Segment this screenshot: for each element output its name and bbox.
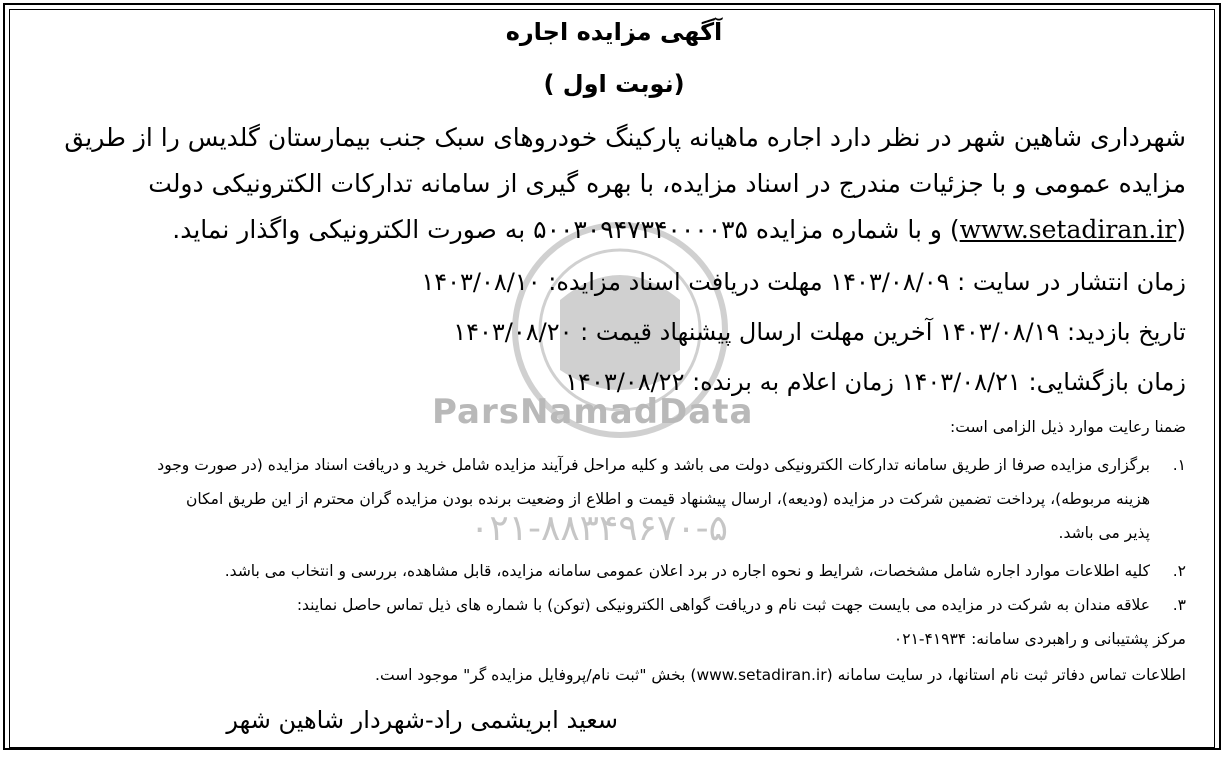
setadiran-link[interactable]: www.setadiran.ir <box>959 215 1177 244</box>
watermark-brand: ParsNamadData <box>432 392 754 432</box>
note-item-1-number: ۱. <box>1172 456 1186 474</box>
support-center: مرکز پشتیبانی و راهبردی سامانه: ۴۱۹۳۴-۰۲۱ <box>893 630 1186 648</box>
dates-visit: تاریخ بازدید: ۱۴۰۳/۰۸/۱۹ آخرین مهلت ارسال پیشنهاد قیمت : ۱۴۰۳/۰۸/۲۰ <box>453 318 1186 346</box>
dates-publish: زمان انتشار در سایت : ۱۴۰۳/۰۸/۰۹ مهلت دریافت اسناد مزایده: ۱۴۰۳/۰۸/۱۰ <box>421 268 1186 296</box>
intro-line-3 <box>0 215 1228 244</box>
note-item-1-line-2: هزینه مربوطه)، پرداخت تضمین شرکت در مزایده (ودیعه)، ارسال پیشنهاد قیمت و اطلاع از وضعیت برنده بودن مزایده گران محترم از این طریق امکان <box>185 490 1150 508</box>
note-item-1-line-1 <box>0 456 1228 474</box>
note-item-2 <box>0 562 1228 580</box>
intro-line-3-rest: ) و با شماره مزایده ۵۰۰۳۰۹۴۷۳۴۰۰۰۰۳۵ به صورت الکترونیکی واگذار نماید. <box>172 215 960 244</box>
page-subtitle: (نوبت اول ) <box>543 70 685 98</box>
note-item-3-number: ۳. <box>1172 596 1186 614</box>
note-item-3-text: علاقه مندان به شرکت در مزایده می بایست جهت ثبت نام و دریافت گواهی الکترونیکی (توکن) با شماره های ذیل تماس حاصل نمایند: <box>296 596 1150 614</box>
dates-opening: زمان بازگشایی: ۱۴۰۳/۰۸/۲۱ زمان اعلام به برنده: ۱۴۰۳/۰۸/۲۲ <box>565 368 1186 396</box>
intro-line-2: مزایده عمومی و با جزئیات مندرج در اسناد مزایده، با بهره گیری از سامانه تدارکات الکترونیکی دولت <box>148 169 1186 198</box>
note-item-2-text: کلیه اطلاعات موارد اجاره شامل مشخصات، شرایط و نحوه اجاره در برد اعلان عمومی سامانه مزایده، قابل مشاهده، بررسی و انتخاب می باشد. <box>224 562 1150 580</box>
paren-open: ( <box>1176 215 1186 244</box>
note-item-1-text: برگزاری مزایده صرفا از طریق سامانه تدارکات الکترونیکی دولت می باشد و کلیه مراحل فرآیند مزایده شامل خرید و دریافت اسناد مزایده (در صورت وجود <box>157 456 1150 474</box>
note-item-1-line-3: پذیر می باشد. <box>1058 524 1150 542</box>
contact-info: اطلاعات تماس دفاتر ثبت نام استانها، در سایت سامانه (www.setadiran.ir) بخش "ثبت نام/پروفایل مزایده گر" موجود است. <box>375 666 1186 684</box>
note-item-3 <box>0 596 1228 614</box>
watermark-phone: ۰۲۱-۸۸۳۴۹۶۷۰-۵ <box>470 508 729 549</box>
page-title: آگهی مزایده اجاره <box>505 18 723 46</box>
notes-heading: ضمنا رعایت موارد ذیل الزامی است: <box>950 418 1186 436</box>
intro-line-1: شهرداری شاهین شهر در نظر دارد اجاره ماهیانه پارکینگ خودروهای سبک جنب بیمارستان گلدیس را از طریق <box>64 123 1186 152</box>
signature: سعید ابریشمی راد-شهردار شاهین شهر <box>226 706 618 734</box>
note-item-2-number: ۲. <box>1172 562 1186 580</box>
